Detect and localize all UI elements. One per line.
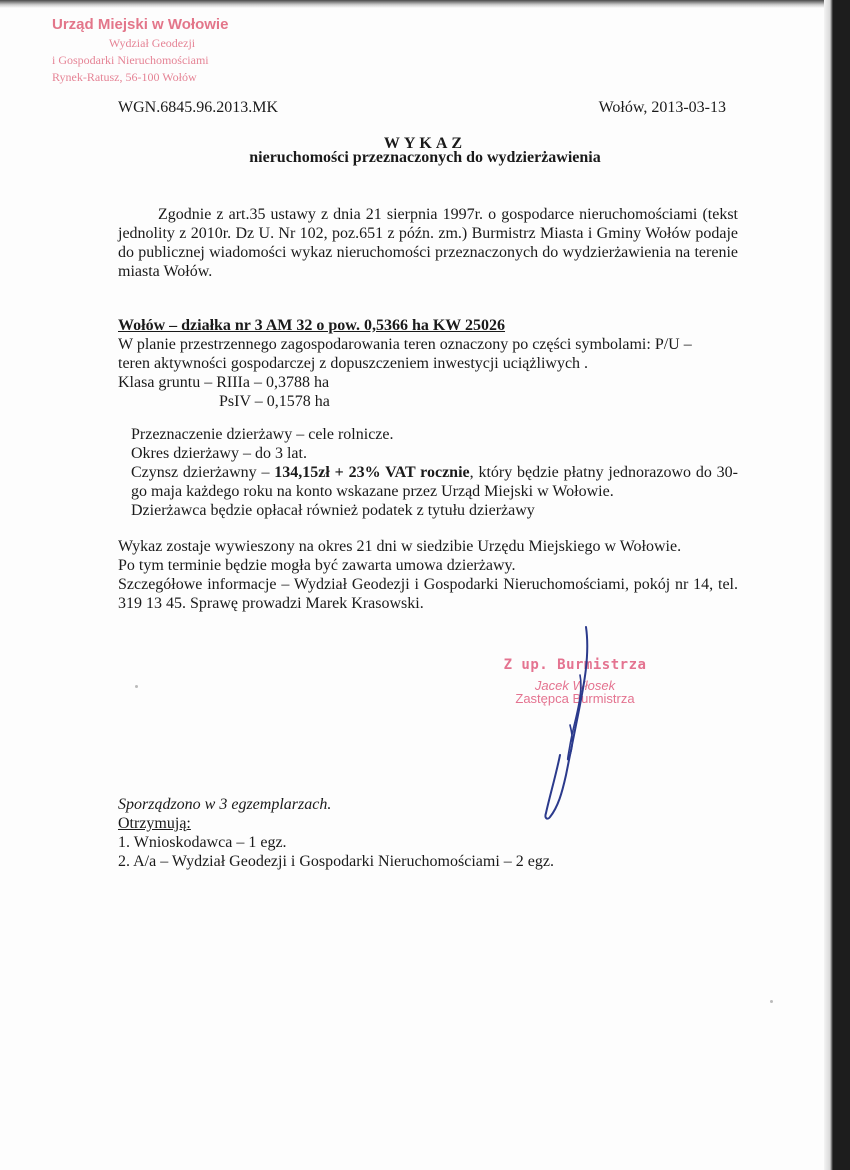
notice-line-3: Szczegółowe informacje – Wydział Geodezji i Gospodarki Nieruchomościami, pokój nr 14, tel. 319 13 45. Sprawę prowadzi Marek Krasowski. xyxy=(118,576,738,612)
document-subtitle: nieruchomości przeznaczonych do wydzierżawienia xyxy=(249,149,601,166)
scan-right-edge xyxy=(824,0,850,1170)
prepared-note: Sporządzono w 3 egzemplarzach. xyxy=(118,796,332,813)
lease-rent xyxy=(131,463,738,501)
lease-tax: Dzierżawca będzie opłacał również podatek z tytułu dzierżawy xyxy=(131,502,535,519)
soil-class-2: PsIV – 0,1578 ha xyxy=(219,393,330,410)
office-header-stamp xyxy=(52,15,252,86)
intro-paragraph: Zgodnie z art.35 ustawy z dnia 21 sierpnia 1997r. o gospodarce nieruchomościami (tekst jednolity z 2010r. Dz U. Nr 102, poz.651 z późn. zm.) Burmistrz Miasta i Gminy Wołów podaje do publicznej wiadomości wykaz nieruchomości przeznaczonych do wydzierżawienia na terenie miasta Wołów. xyxy=(118,206,738,280)
parcel-section xyxy=(118,316,738,411)
reference-number: WGN.6845.96.2013.MK xyxy=(118,99,278,116)
scan-top-edge xyxy=(0,0,850,8)
stamp-office-name: Urząd Miejski w Wołowie xyxy=(52,16,229,33)
scan-speck xyxy=(135,685,138,688)
rent-amount: 134,15zł + 23% VAT rocznie xyxy=(274,464,470,481)
soil-class-1: Klasa gruntu – RIIIa – 0,3788 ha xyxy=(118,374,330,391)
zoning-line-1: W planie przestrzennego zagospodarowania teren oznaczony po części symbolami: P/U – xyxy=(118,336,692,353)
signature-authority: Z up. Burmistrza xyxy=(503,657,647,673)
zoning-line-2: teren aktywności gospodarczej z dopuszczeniem inwestycji uciążliwych . xyxy=(118,355,589,372)
footer-section xyxy=(118,795,738,871)
stamp-department: Wydział Geodezji xyxy=(108,36,196,50)
stamp-address: Rynek-Ratusz, 56-100 Wołów xyxy=(52,70,197,84)
signatory-title: Zastępca Burmistrza xyxy=(515,691,635,706)
lease-period: Okres dzierżawy – do 3 lat. xyxy=(131,445,307,462)
notice-line-1: Wykaz zostaje wywieszony na okres 21 dni w siedzibie Urzędu Miejskiego w Wołowie. xyxy=(118,538,682,555)
lease-purpose: Przeznaczenie dzierżawy – cele rolnicze. xyxy=(131,426,394,443)
stamp-department-2: i Gospodarki Nieruchomościami xyxy=(52,53,209,67)
notice-line-2: Po tym terminie będzie mogła być zawarta umowa dzierżawy. xyxy=(118,557,516,574)
recipient-2: 2. A/a – Wydział Geodezji i Gospodarki Nieruchomościami – 2 egz. xyxy=(118,853,554,870)
signatory-name: Jacek Włosek xyxy=(534,678,616,693)
parcel-heading: Wołów – działka nr 3 AM 32 o pow. 0,5366 ha KW 25026 xyxy=(118,317,506,334)
notice-section xyxy=(118,537,738,613)
recipients-label: Otrzymują: xyxy=(118,815,191,832)
rent-prefix: Czynsz dzierżawny – xyxy=(131,464,275,481)
document-title: WYKAZ xyxy=(383,135,467,152)
lease-section xyxy=(131,425,738,520)
rent-suffix: , który będzie płatny jednorazowo do 30-go maja każdego roku na konto wskazane przez Urząd Miejski w Wołowie. xyxy=(131,464,738,500)
scan-speck xyxy=(770,1000,773,1003)
document-date: Wołów, 2013-03-13 xyxy=(598,99,726,116)
recipient-1: 1. Wnioskodawca – 1 egz. xyxy=(118,834,287,851)
